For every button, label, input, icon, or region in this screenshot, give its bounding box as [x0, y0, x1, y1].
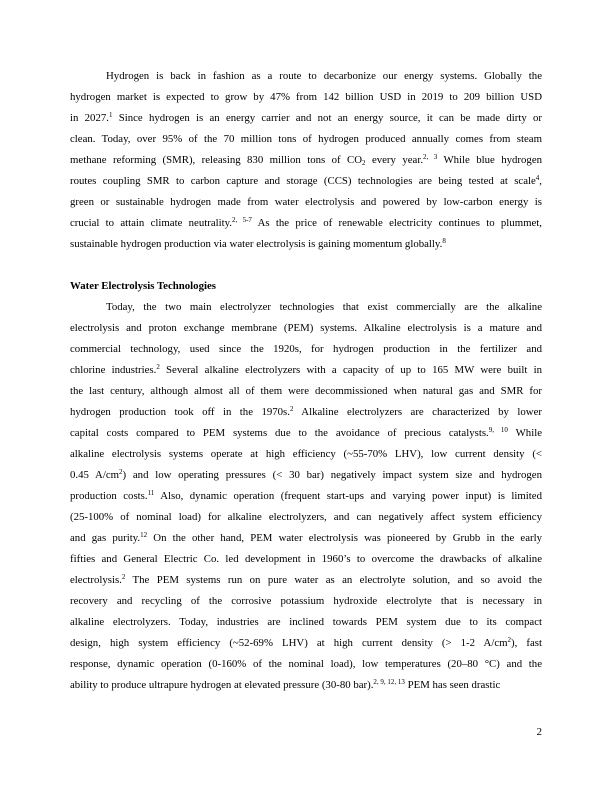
heading-line: Water Electrolysis Technologies [70, 280, 216, 292]
text-line: recovery and recycling of the corrosive potassium hydroxide electrolyte that is necessary in [70, 595, 542, 607]
text-line: commercial technology, used since the 1920s, for hydrogen production in the fertilizer and [70, 343, 542, 355]
text-line: crucial to attain climate neutrality.$^{2, 5-7}$ As the price of renewable electricity continues to plummet, [70, 215, 542, 229]
text-line: chlorine industries.$^2$ Several alkaline electrolyzers with a capacity of up to 165 MW were built in [70, 362, 542, 376]
section-heading [70, 276, 542, 297]
text-line: capital costs compared to PEM systems due to the avoidance of precious catalysts.$^{9, 10}$ While [70, 425, 542, 439]
text-line: and gas purity.$^{12}$ On the other hand, PEM water electrolysis was pioneered by Grubb in the early [70, 530, 542, 544]
paragraph-spacer [70, 255, 542, 276]
text-line: design, high system efficiency (~52-69% LHV) at high current density (> 1-2 $A/cm^2$), fast [70, 635, 543, 649]
text-line: alkaline electrolyzers. Today, industries are inclined towards PEM system due to its compact [70, 616, 542, 628]
text-line: 0.45 $A/cm^2$) and low operating pressures (< 30 bar) negatively impact system size and hydrogen [70, 467, 542, 481]
page-number: 2 [536, 726, 542, 738]
text-line: hydrogen production took off in the 1970s.$^2$ Alkaline electrolyzers are characterized by lower [70, 404, 542, 418]
text-line: electrolysis and proton exchange membrane (PEM) systems. Alkaline electrolysis is a mature and [70, 322, 542, 334]
text-line: clean. Today, over 95% of the 70 million tons of hydrogen produced annually comes from steam [70, 133, 542, 145]
text-line: production costs.$^{11}$ Also, dynamic operation (frequent start-ups and varying power input) is limited [70, 488, 542, 502]
text-line: Today, the two main electrolyzer technologies that exist commercially are the alkaline [106, 301, 542, 313]
text-block [70, 66, 542, 696]
text-line: in 2027.$^1$ Since hydrogen is an energy carrier and not an energy source, it can be made dirty or [70, 110, 543, 124]
text-line: the last century, although almost all of them were decommissioned when natural gas and SMR for [70, 385, 542, 397]
body-paragraph [70, 66, 542, 255]
text-line: methane reforming (SMR), releasing 830 million tons of $CO_2$ every year.$^{2, 3}$ While blue hydrogen [70, 152, 543, 168]
text-line: ability to produce ultrapure hydrogen at elevated pressure (30-80 bar).$^{2, 9, 12, 13}$ PEM has seen drastic [70, 677, 501, 691]
text-line: (25-100% of nominal load) for alkaline electrolyzers, and can negatively affect system efficiency [70, 511, 542, 523]
text-line: alkaline electrolysis systems operate at high efficiency (~55-70% LHV), low current density (< [70, 448, 542, 460]
text-line: fifties and General Electric Co. led development in 1960’s to overcome the drawbacks of alkaline [70, 553, 542, 565]
text-line: routes coupling SMR to carbon capture and storage (CCS) technologies are being tested at scale$^4$, [70, 173, 542, 187]
body-paragraph [70, 297, 542, 696]
text-line: electrolysis.$^2$ The PEM systems run on pure water as an electrolyte solution, and so avoid the [70, 572, 542, 586]
text-line: Hydrogen is back in fashion as a route to decarbonize our energy systems. Globally the [106, 70, 542, 82]
text-line: hydrogen market is expected to grow by 47% from 142 billion USD in 2019 to 209 billion USD [70, 91, 542, 103]
text-line: response, dynamic operation (0-160% of the nominal load), low temperatures (20–80 °C) and the [70, 658, 542, 670]
text-line: sustainable hydrogen production via water electrolysis is gaining momentum globally.$^8$ [70, 236, 446, 250]
text-line: green or sustainable hydrogen made from water electrolysis and powered by low-carbon energy is [70, 196, 542, 208]
